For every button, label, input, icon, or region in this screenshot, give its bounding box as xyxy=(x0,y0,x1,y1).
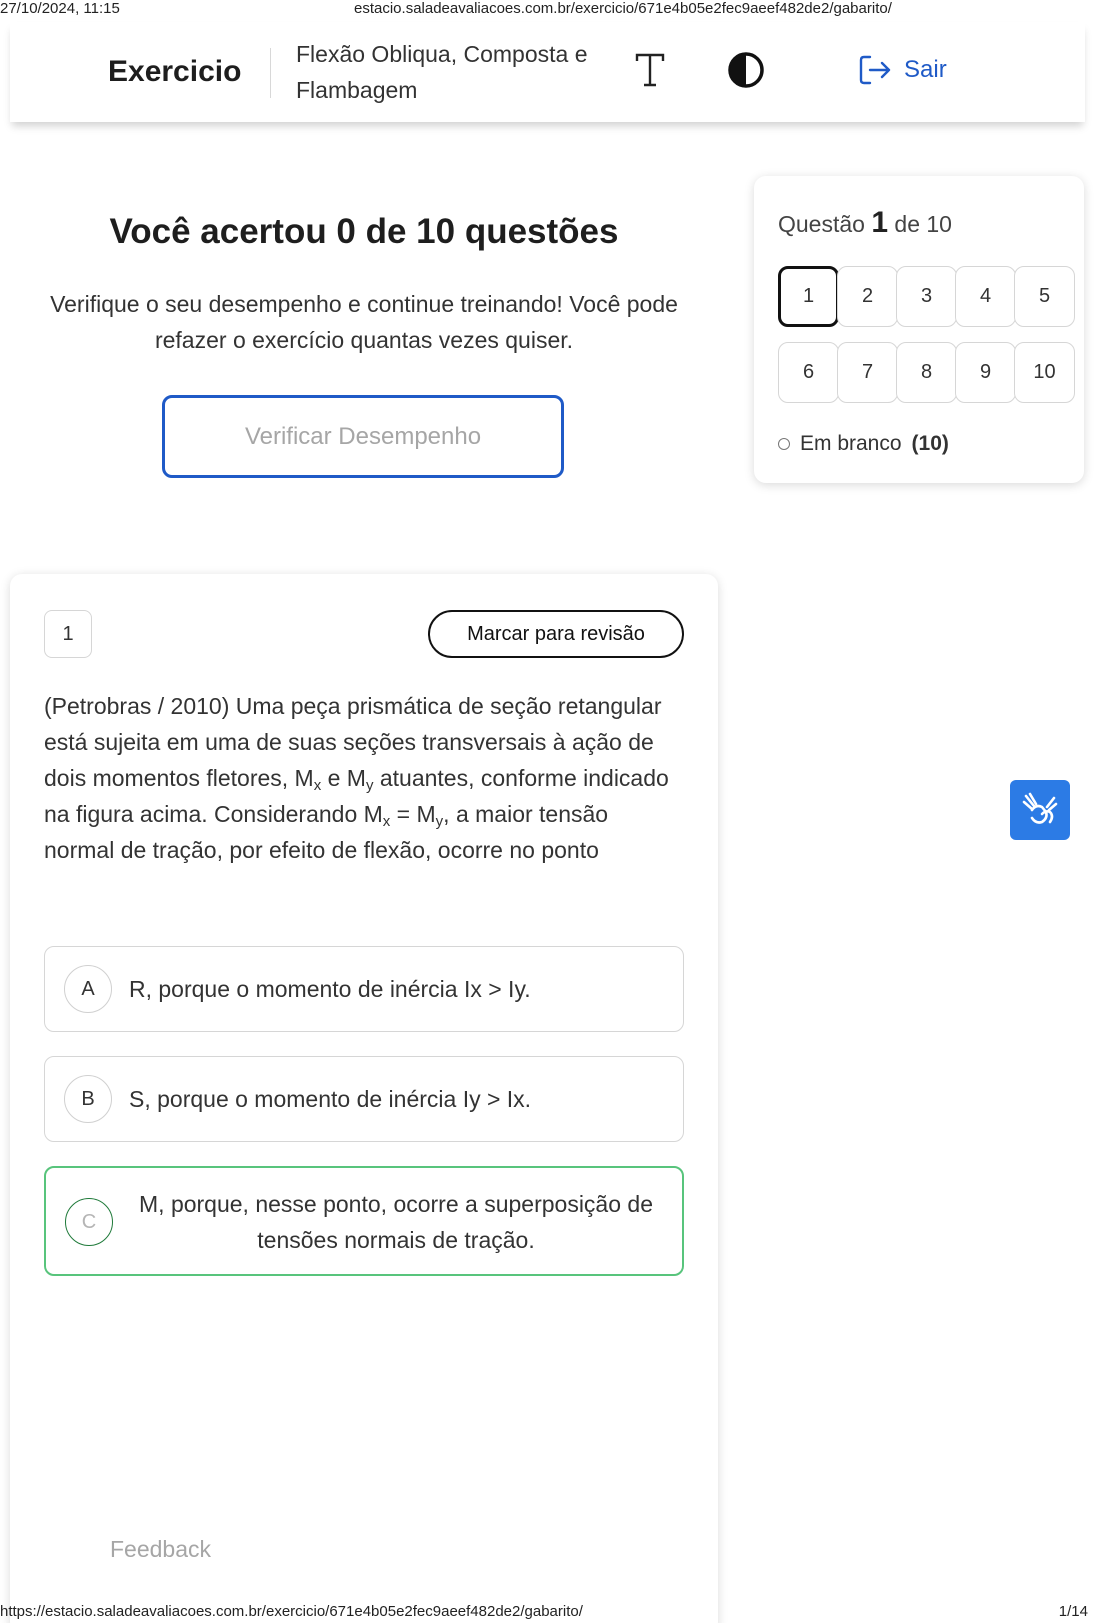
question-card xyxy=(10,574,718,1623)
question-text: (Petrobras / 2010) Uma peça prismática de seção retangular está sujeita em uma de suas seções transversais à ação de dois momentos fletores, $M_x$ e $M_y$ atuantes, conforme indicado na figura acima. Considerando $M_x = M_y$, a maior tensão normal de tração, por efeito de flexão, ocorre no ponto xyxy=(44,693,669,863)
option-text: M, porque, nesse ponto, ocorre a superposição de tensões normais de tração. xyxy=(139,1191,653,1253)
navigator-label-suffix: de 10 xyxy=(894,211,952,237)
logout-icon xyxy=(858,54,892,86)
question-nav-button-2[interactable]: 2 xyxy=(837,266,898,327)
question-nav-button-9[interactable]: 9 xyxy=(955,342,1016,403)
result-title: Você acertou 0 de 10 questões xyxy=(109,212,619,251)
course-title: Flexão Obliqua, Composta e Flambagem xyxy=(296,41,588,103)
contrast-button[interactable] xyxy=(724,48,768,92)
question-nav-button-4[interactable]: 4 xyxy=(955,266,1016,327)
question-nav-button-3[interactable]: 3 xyxy=(896,266,957,327)
app-header xyxy=(10,22,1085,122)
result-text: Verifique o seu desempenho e continue treinando! Você pode refazer o exercício quantas vezes quiser. xyxy=(50,291,678,353)
logout-button[interactable] xyxy=(858,50,947,90)
navigator-heading xyxy=(778,206,952,240)
question-nav-button-7[interactable]: 7 xyxy=(837,342,898,403)
text-size-button[interactable] xyxy=(630,48,670,92)
option-c[interactable] xyxy=(44,1166,684,1276)
question-nav-button-1[interactable]: 1 xyxy=(778,266,839,327)
blank-count: (10) xyxy=(911,432,949,455)
feedback-label[interactable]: Feedback xyxy=(110,1536,212,1562)
navigator-label-prefix: Questão xyxy=(778,211,865,237)
option-b[interactable] xyxy=(44,1056,684,1142)
app-title: Exercicio xyxy=(108,55,242,88)
option-a[interactable] xyxy=(44,946,684,1032)
logout-label: Sair xyxy=(904,56,947,83)
header-divider xyxy=(270,48,271,98)
question-nav-button-6[interactable]: 6 xyxy=(778,342,839,403)
question-nav-button-8[interactable]: 8 xyxy=(896,342,957,403)
contrast-icon xyxy=(727,51,765,89)
option-letter: C xyxy=(65,1198,113,1246)
verify-performance-button[interactable]: Verificar Desempenho xyxy=(162,395,564,478)
libras-button[interactable] xyxy=(1010,780,1070,840)
question-nav-button-10[interactable]: 10 xyxy=(1014,342,1075,403)
question-nav-button-5[interactable]: 5 xyxy=(1014,266,1075,327)
navigator-current: 1 xyxy=(871,206,889,239)
serif-T-icon xyxy=(635,53,665,87)
question-navigator xyxy=(754,176,1084,483)
option-text: R, porque o momento de inércia Ix > Iy. xyxy=(129,976,531,1002)
print-footer-url: https://estacio.saladeavaliacoes.com.br/exercicio/671e4b05e2fec9aeef482de2/gabarito/ xyxy=(0,1603,583,1620)
blank-label: Em branco xyxy=(800,432,902,455)
sign-language-hands-icon xyxy=(1020,790,1060,830)
print-datetime: 27/10/2024, 11:15 xyxy=(0,0,120,17)
blank-legend xyxy=(778,432,949,456)
option-letter: A xyxy=(64,965,112,1013)
mark-for-review-button[interactable]: Marcar para revisão xyxy=(428,610,684,658)
print-page-number: 1/14 xyxy=(1058,1603,1088,1620)
blank-dot-icon xyxy=(778,438,790,450)
option-letter: B xyxy=(64,1075,112,1123)
question-number: 1 xyxy=(44,610,92,658)
option-text: S, porque o momento de inércia Iy > Ix. xyxy=(129,1086,532,1112)
print-url: estacio.saladeavaliacoes.com.br/exercicio/671e4b05e2fec9aeef482de2/gabarito/ xyxy=(354,0,892,17)
